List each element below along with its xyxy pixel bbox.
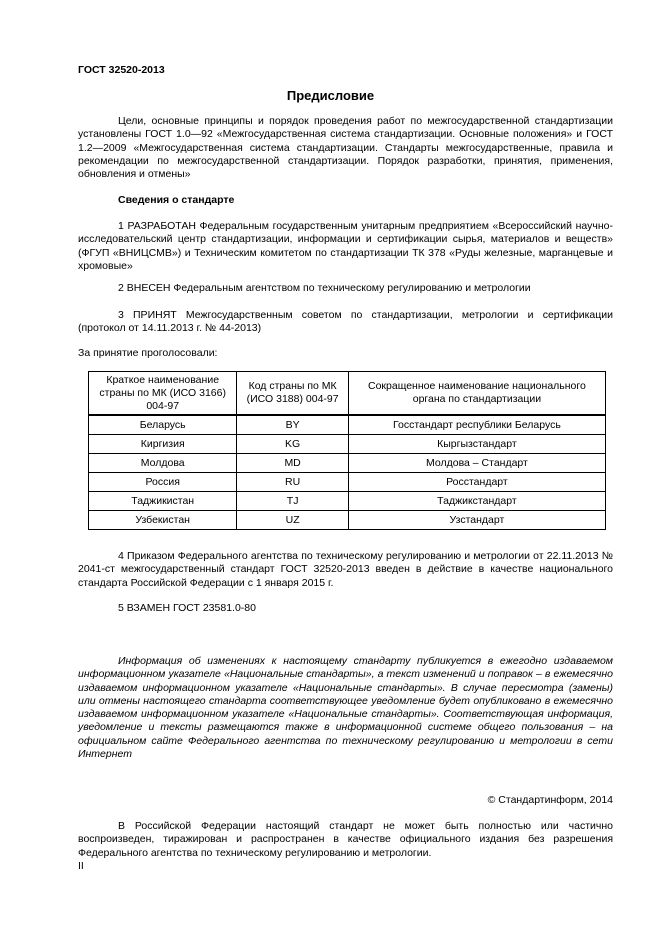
cell-country: Таджикистан bbox=[89, 492, 237, 511]
page-number: II bbox=[78, 860, 84, 872]
table-row bbox=[89, 511, 606, 530]
cell-body: Узстандарт bbox=[348, 511, 605, 530]
cell-body: Росстандарт bbox=[348, 473, 605, 492]
intro-paragraph: Цели, основные принципы и порядок проведения работ по межгосударственной стандартизации установлены ГОСТ 1.0—92 «Межгосударственная система стандартизации. Основные положения» и ГОСТ 1.2—2009 «Межгосударственная система стандартизации. Стандарты межгосударственные, правила и рекомендации по межгосударственной стандартизации. Порядок разработки, принятия, применения, обновления и отмены» bbox=[78, 115, 613, 181]
column-header-country: Краткое наименование страны по МК (ИСО 3166) 004-97 bbox=[89, 372, 237, 416]
cell-body: Молдова – Стандарт bbox=[348, 454, 605, 473]
info-notice: Информация об изменениях к настоящему стандарту публикуется в ежегодно издаваемом информационном указателе «Национальные стандарты», а текст изменений и поправок – в ежемесячно издаваемом информационном указателе «Национальные стандарты». В случае пересмотра (замены) или отмены настоящего стандарта соответствующее уведомление будет опубликовано в ежемесячно издаваемом информационном указателе «Национальные стандарты». Соответствующая информация, уведомление и тексты размещаются также в информационной системе общего пользования – на официальном сайте Федерального агентства по техническому регулированию и метрологии в сети Интернет bbox=[78, 655, 613, 761]
item-replaces: 5 ВЗАМЕН ГОСТ 23581.0-80 bbox=[118, 602, 256, 614]
item-submitted: 2 ВНЕСЕН Федеральным агентством по техническому регулированию и метрологии bbox=[118, 282, 531, 294]
cell-country: Киргизия bbox=[89, 435, 237, 454]
table-row bbox=[89, 492, 606, 511]
page-title: Предисловие bbox=[286, 88, 375, 103]
copyright-line: © Стандартинформ, 2014 bbox=[487, 794, 613, 806]
cell-body: Таджикстандарт bbox=[348, 492, 605, 511]
table-row bbox=[89, 454, 606, 473]
cell-country: Беларусь bbox=[89, 415, 237, 435]
rights-notice: В Российской Федерации настоящий стандарт не может быть полностью или частично воспроизведен, тиражирован и распространен в качестве официального издания без разрешения Федерального агентства по техническому регулированию и метрологии. bbox=[78, 820, 613, 859]
document-code: ГОСТ 32520-2013 bbox=[78, 64, 165, 76]
column-header-body: Сокращенное наименование национального органа по стандартизации bbox=[348, 372, 605, 416]
cell-body: Госстандарт республики Беларусь bbox=[348, 415, 605, 435]
cell-code: KG bbox=[237, 435, 348, 454]
voting-table bbox=[88, 371, 606, 530]
column-header-code: Код страны по МК (ИСО 3188) 004-97 bbox=[237, 372, 348, 416]
cell-code: TJ bbox=[237, 492, 348, 511]
cell-code: BY bbox=[237, 415, 348, 435]
cell-code: RU bbox=[237, 473, 348, 492]
table-header-row bbox=[89, 372, 606, 416]
cell-country: Россия bbox=[89, 473, 237, 492]
cell-country: Узбекистан bbox=[89, 511, 237, 530]
item-developed: 1 РАЗРАБОТАН Федеральным государственным унитарным предприятием «Всероссийский научно-исследовательский центр стандартизации, информации и сертификации сырья, материалов и веществ» (ФГУП «ВНИЦСМВ») и Техническим комитетом по стандартизации ТК 378 «Руды железные, марганцевые и хромовые» bbox=[78, 220, 613, 272]
table-row bbox=[89, 415, 606, 435]
cell-code: UZ bbox=[237, 511, 348, 530]
table-row bbox=[89, 473, 606, 492]
section-heading: Сведения о стандарте bbox=[118, 194, 235, 206]
cell-body: Кыргызстандарт bbox=[348, 435, 605, 454]
table-row bbox=[89, 435, 606, 454]
item-enacted: 4 Приказом Федерального агентства по техническому регулированию и метрологии от 22.11.2013 № 2041-ст межгосударственный стандарт ГОСТ 32520-2013 введен в действие в качестве национального стандарта Российской Федерации с 1 января 2015 г. bbox=[78, 550, 613, 589]
item-adopted: 3 ПРИНЯТ Межгосударственным советом по стандартизации, метрологии и сертификации (протокол от 14.11.2013 г. № 44-2013) bbox=[78, 309, 613, 335]
cell-code: MD bbox=[237, 454, 348, 473]
cell-country: Молдова bbox=[89, 454, 237, 473]
vote-label: За принятие проголосовали: bbox=[78, 347, 218, 359]
